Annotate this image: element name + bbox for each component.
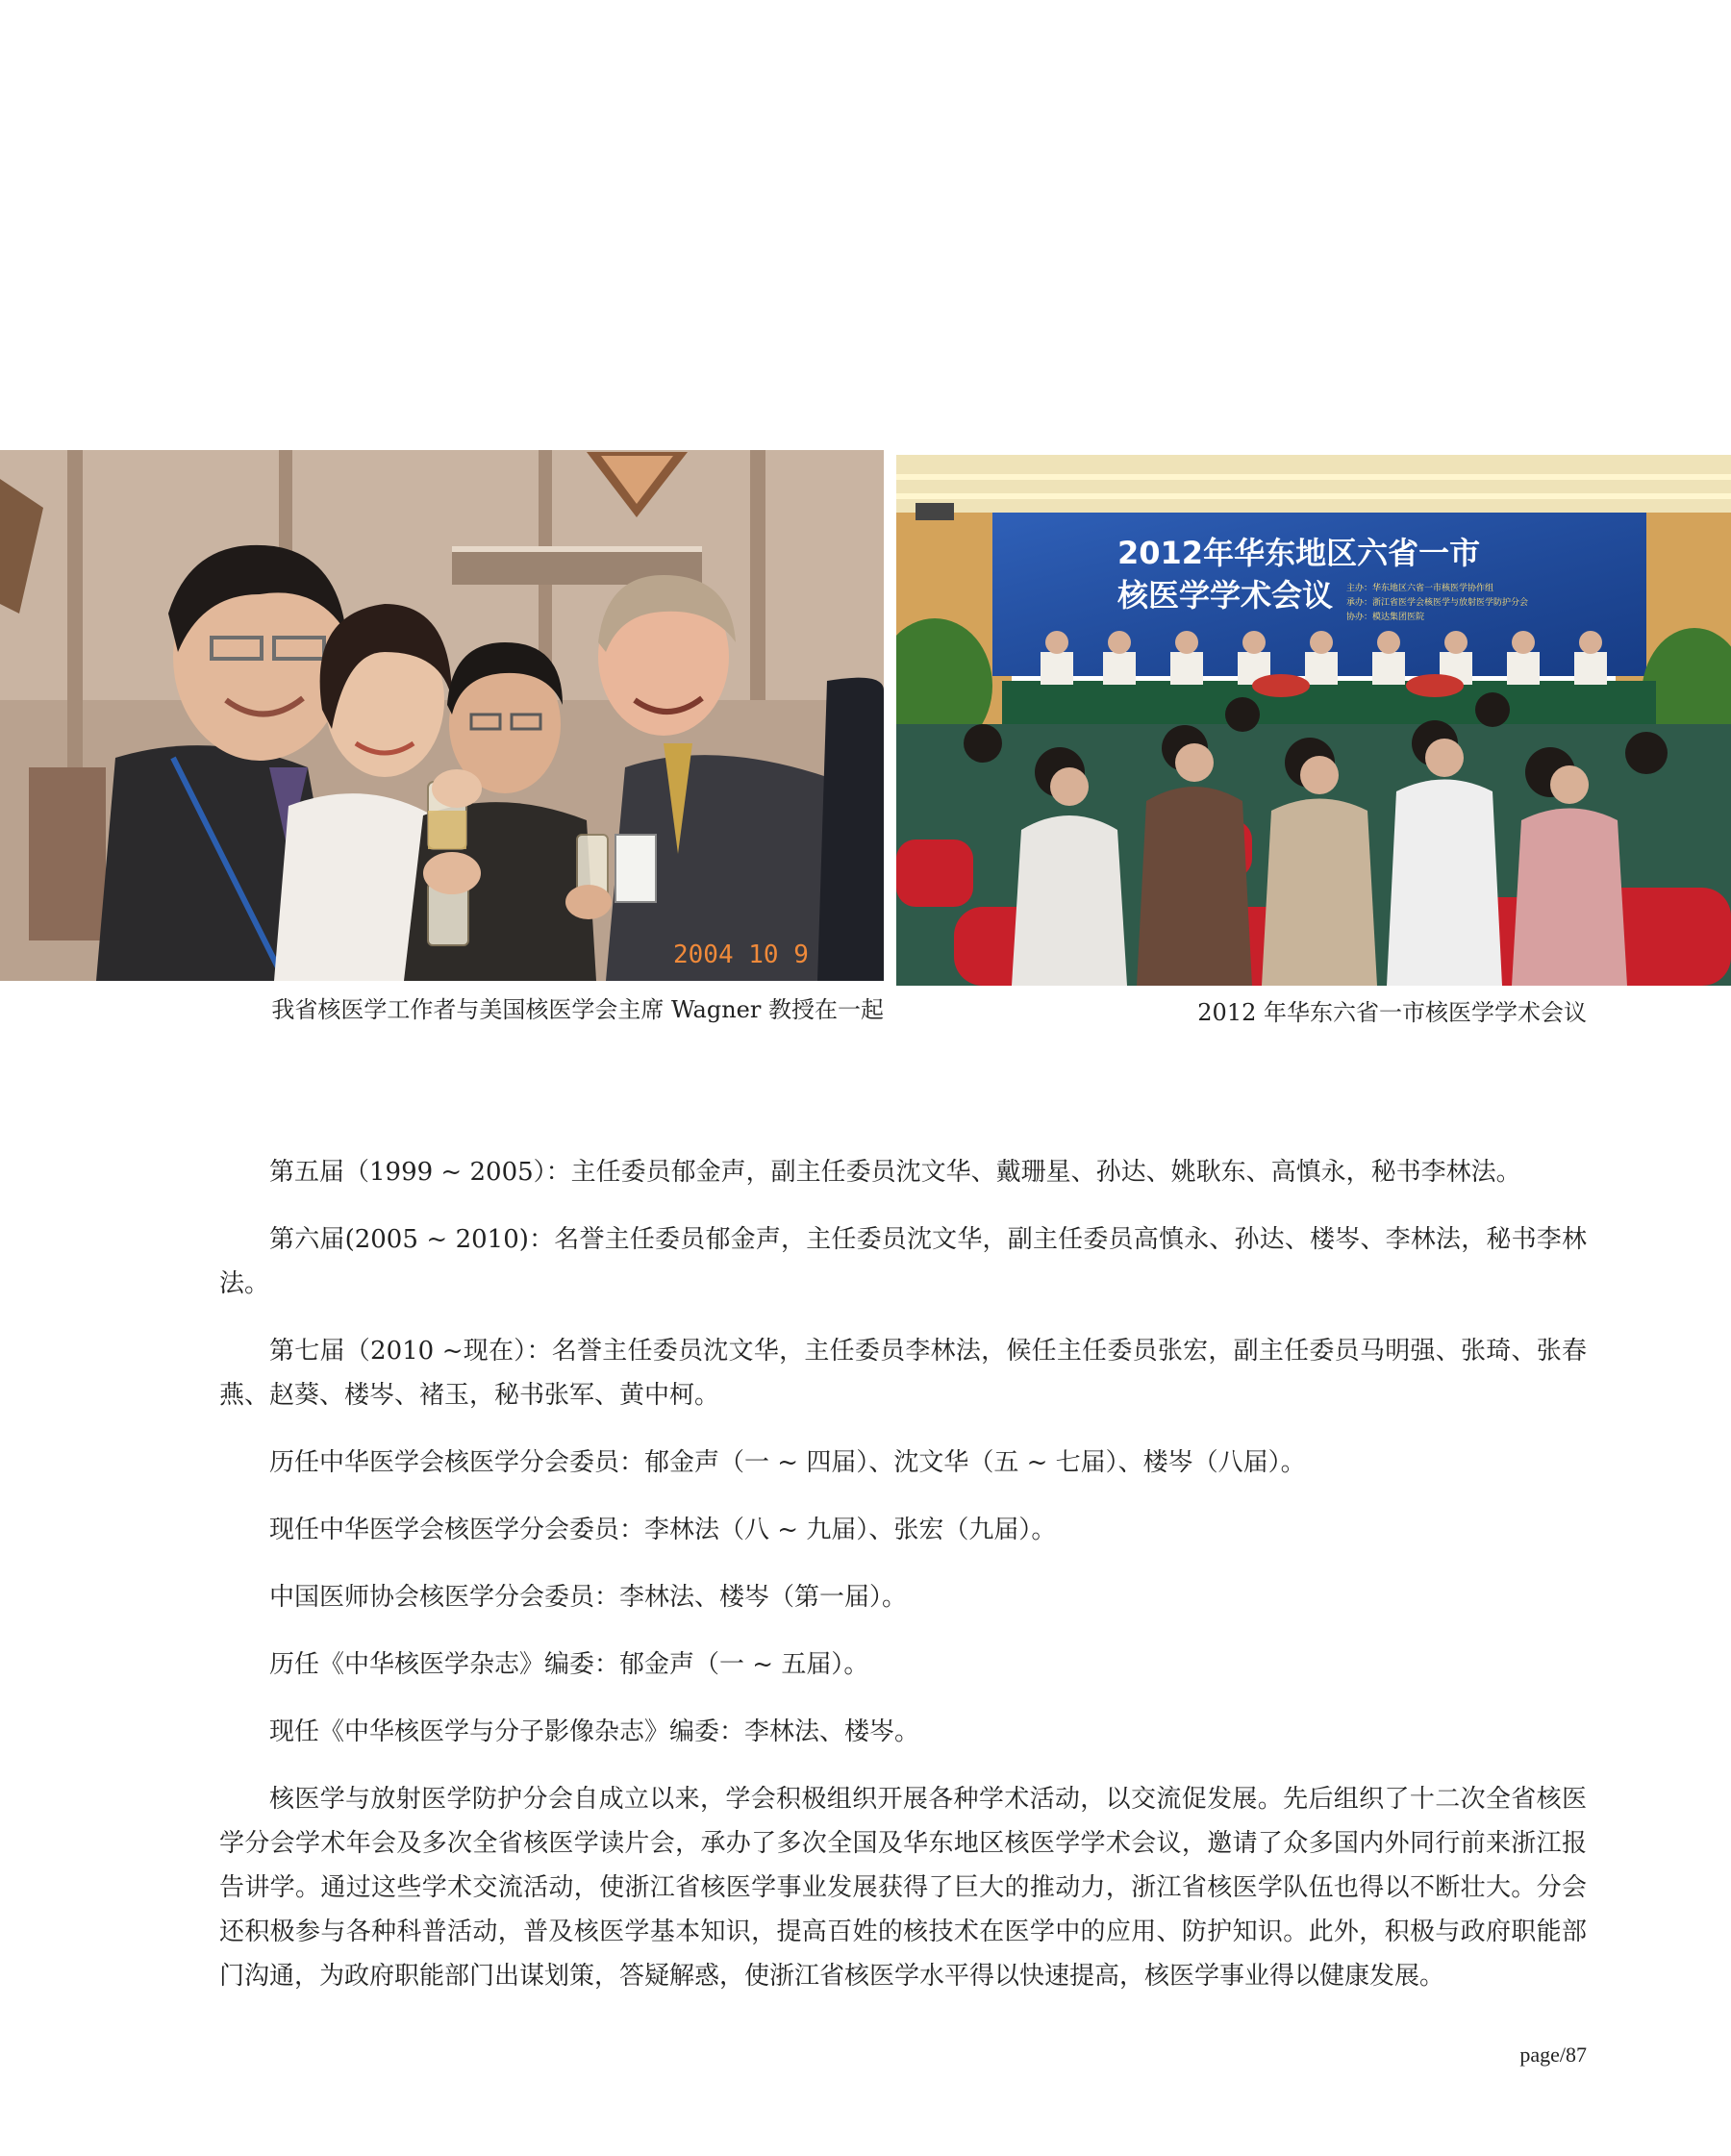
photo-conference-hall — [896, 455, 1731, 986]
banner-sponsor: 主办：华东地区六省一市核医学协作组 — [1346, 584, 1494, 593]
paragraph-cma-current-members: 现任中华医学会核医学分会委员：李林法（八 ~ 九届）、张宏（九届）。 — [269, 1516, 1057, 1544]
photo-wagner-group — [0, 450, 884, 981]
caption-wagner-photo: 我省核医学工作者与美国核医学会主席 Wagner 教授在一起 — [271, 996, 884, 1023]
banner-title-line1: 2012年华东地区六省一市 — [1117, 535, 1481, 571]
photo-wagner-illustration — [0, 450, 884, 981]
paragraph-sixth-term: 第六届(2005 ~ 2010)：名誉主任委员郁金声，主任委员沈文华，副主任委员高慎永、孙达、楼岑、李林法，秘书李林法。 — [219, 1225, 1587, 1298]
paragraph-activities-summary: 核医学与放射医学防护分会自成立以来，学会积极组织开展各种学术活动，以交流促发展。先后组织了十二次全省核医学分会学术年会及多次全省核医学读片会，承办了多次全国及华东地区核医学学术会议，邀请了众多国内外同行前来浙江报告讲学。通过这些学术交流活动，使浙江省核医学事业发展获得了巨大的推动力，浙江省核医学队伍也得以不断壮大。分会还积极参与各种科普活动，普及核医学基本知识，提高百姓的核技术在医学中的应用、防护知识。此外，积极与政府职能部门沟通，为政府职能部门出谋划策，答疑解惑，使浙江省核医学水平得以快速提高，核医学事业得以健康发展。 — [219, 1785, 1587, 1991]
banner-title-line2: 核医学学术会议 — [1117, 577, 1334, 614]
banner-organizer: 承办：浙江省医学会核医学与放射医学防护分会 — [1346, 598, 1529, 608]
paragraph-fifth-term: 第五届（1999 ~ 2005）：主任委员郁金声，副主任委员沈文华、戴珊星、孙达、姚耿东、高慎永，秘书李林法。 — [269, 1158, 1521, 1187]
paragraph-journal-past-editors: 历任《中华核医学杂志》编委：郁金声（一 ~ 五届）。 — [269, 1650, 869, 1679]
photo-conference-illustration — [896, 455, 1731, 986]
paragraph-cma-past-members: 历任中华医学会核医学分会委员：郁金声（一 ~ 四届）、沈文华（五 ~ 七届）、楼岑（八届）。 — [269, 1448, 1306, 1477]
caption-conference-photo: 2012 年华东六省一市核医学学术会议 — [1197, 999, 1587, 1026]
article-body — [219, 1150, 1587, 2021]
paragraph-journal-current-editors: 现任《中华核医学与分子影像杂志》编委：李林法、楼岑。 — [269, 1717, 920, 1746]
page-number: page/87 — [1519, 2043, 1587, 2067]
paragraph-seventh-term: 第七届（2010 ~现在）：名誉主任委员沈文华，主任委员李林法，候任主任委员张宏，副主任委员马明强、张琦、张春燕、赵葵、楼岑、褚玉，秘书张军、黄中柯。 — [219, 1337, 1587, 1410]
paragraph-cmda-members: 中国医师协会核医学分会委员：李林法、楼岑（第一届）。 — [269, 1583, 908, 1612]
banner-co-organizer: 协办：模达集团医院 — [1346, 613, 1425, 622]
date-stamp: 2004 10 9 — [673, 940, 809, 969]
